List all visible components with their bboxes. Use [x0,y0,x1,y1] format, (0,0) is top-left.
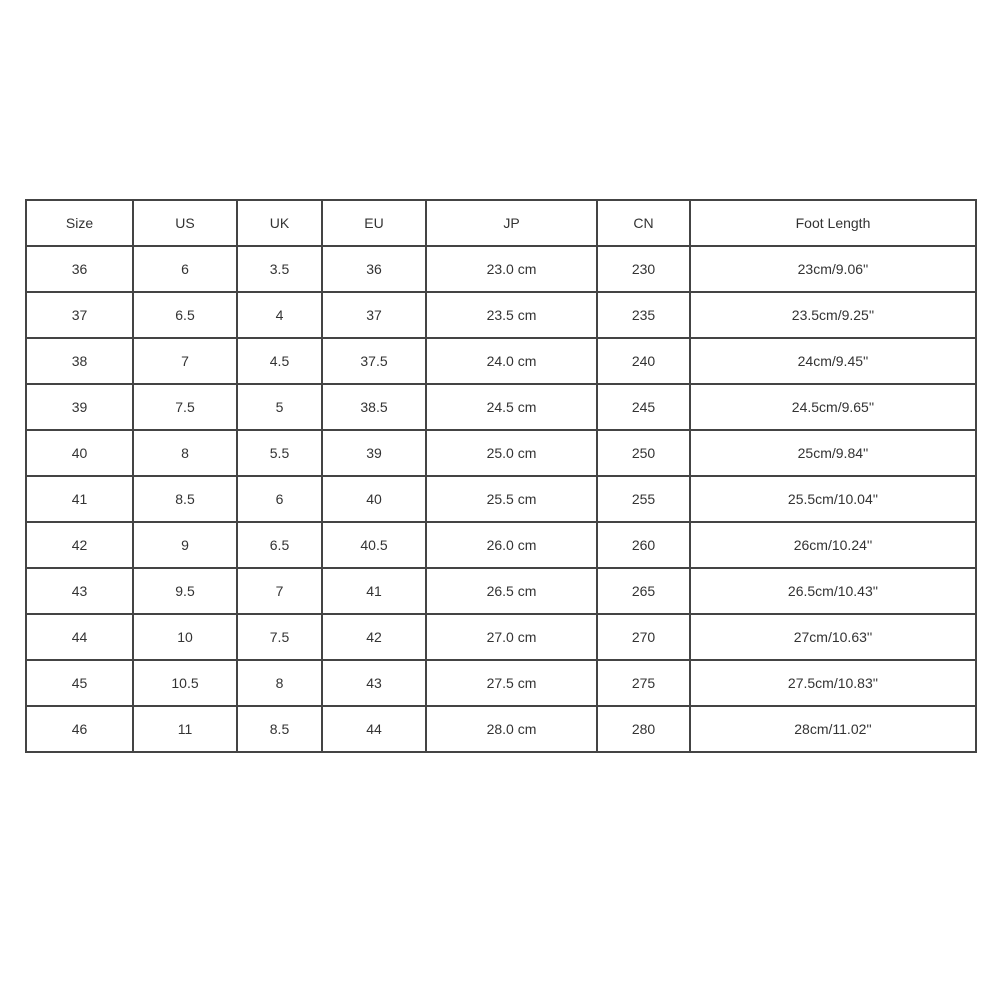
column-header-foot-length: Foot Length [690,200,976,246]
cell-foot-length: 26.5cm/10.43'' [690,568,976,614]
cell-uk: 5 [237,384,322,430]
cell-eu: 41 [322,568,426,614]
cell-uk: 3.5 [237,246,322,292]
cell-size: 46 [26,706,133,752]
column-header-size: Size [26,200,133,246]
table-header [26,200,976,246]
cell-uk: 8 [237,660,322,706]
cell-jp: 23.0 cm [426,246,597,292]
table-row [26,430,976,476]
cell-eu: 40.5 [322,522,426,568]
cell-foot-length: 26cm/10.24'' [690,522,976,568]
table-body [26,246,976,752]
cell-size: 44 [26,614,133,660]
cell-cn: 245 [597,384,690,430]
cell-eu: 42 [322,614,426,660]
cell-size: 37 [26,292,133,338]
column-header-cn: CN [597,200,690,246]
cell-us: 9 [133,522,237,568]
table-row [26,338,976,384]
cell-eu: 44 [322,706,426,752]
cell-cn: 275 [597,660,690,706]
cell-uk: 6.5 [237,522,322,568]
cell-us: 11 [133,706,237,752]
table-row [26,660,976,706]
cell-size: 36 [26,246,133,292]
cell-eu: 37.5 [322,338,426,384]
column-header-eu: EU [322,200,426,246]
cell-cn: 255 [597,476,690,522]
cell-size: 40 [26,430,133,476]
cell-cn: 270 [597,614,690,660]
cell-us: 6 [133,246,237,292]
cell-uk: 5.5 [237,430,322,476]
cell-foot-length: 23cm/9.06'' [690,246,976,292]
table-row [26,522,976,568]
cell-eu: 43 [322,660,426,706]
cell-uk: 6 [237,476,322,522]
cell-eu: 38.5 [322,384,426,430]
table-row [26,476,976,522]
cell-uk: 4.5 [237,338,322,384]
cell-jp: 25.0 cm [426,430,597,476]
cell-jp: 27.5 cm [426,660,597,706]
table-row [26,568,976,614]
cell-foot-length: 25cm/9.84'' [690,430,976,476]
cell-size: 41 [26,476,133,522]
cell-cn: 265 [597,568,690,614]
column-header-us: US [133,200,237,246]
cell-us: 8 [133,430,237,476]
table-row [26,292,976,338]
table-row [26,706,976,752]
cell-size: 42 [26,522,133,568]
cell-us: 6.5 [133,292,237,338]
table-row [26,614,976,660]
cell-eu: 37 [322,292,426,338]
cell-us: 10 [133,614,237,660]
cell-uk: 7.5 [237,614,322,660]
cell-jp: 28.0 cm [426,706,597,752]
cell-jp: 24.0 cm [426,338,597,384]
cell-cn: 250 [597,430,690,476]
cell-size: 43 [26,568,133,614]
table-row [26,246,976,292]
cell-jp: 26.5 cm [426,568,597,614]
cell-foot-length: 27cm/10.63'' [690,614,976,660]
cell-jp: 24.5 cm [426,384,597,430]
cell-foot-length: 27.5cm/10.83'' [690,660,976,706]
cell-us: 8.5 [133,476,237,522]
cell-cn: 280 [597,706,690,752]
cell-eu: 40 [322,476,426,522]
cell-us: 10.5 [133,660,237,706]
column-header-uk: UK [237,200,322,246]
cell-cn: 230 [597,246,690,292]
cell-eu: 39 [322,430,426,476]
cell-size: 39 [26,384,133,430]
cell-jp: 27.0 cm [426,614,597,660]
cell-uk: 7 [237,568,322,614]
cell-size: 45 [26,660,133,706]
cell-jp: 23.5 cm [426,292,597,338]
cell-foot-length: 23.5cm/9.25'' [690,292,976,338]
header-row [26,200,976,246]
size-chart-table [25,199,977,753]
cell-cn: 240 [597,338,690,384]
cell-eu: 36 [322,246,426,292]
cell-jp: 25.5 cm [426,476,597,522]
cell-foot-length: 24.5cm/9.65'' [690,384,976,430]
cell-uk: 8.5 [237,706,322,752]
cell-uk: 4 [237,292,322,338]
cell-foot-length: 28cm/11.02'' [690,706,976,752]
cell-us: 9.5 [133,568,237,614]
cell-cn: 260 [597,522,690,568]
cell-size: 38 [26,338,133,384]
table-row [26,384,976,430]
cell-foot-length: 24cm/9.45'' [690,338,976,384]
column-header-jp: JP [426,200,597,246]
cell-us: 7.5 [133,384,237,430]
cell-cn: 235 [597,292,690,338]
cell-us: 7 [133,338,237,384]
cell-jp: 26.0 cm [426,522,597,568]
cell-foot-length: 25.5cm/10.04'' [690,476,976,522]
